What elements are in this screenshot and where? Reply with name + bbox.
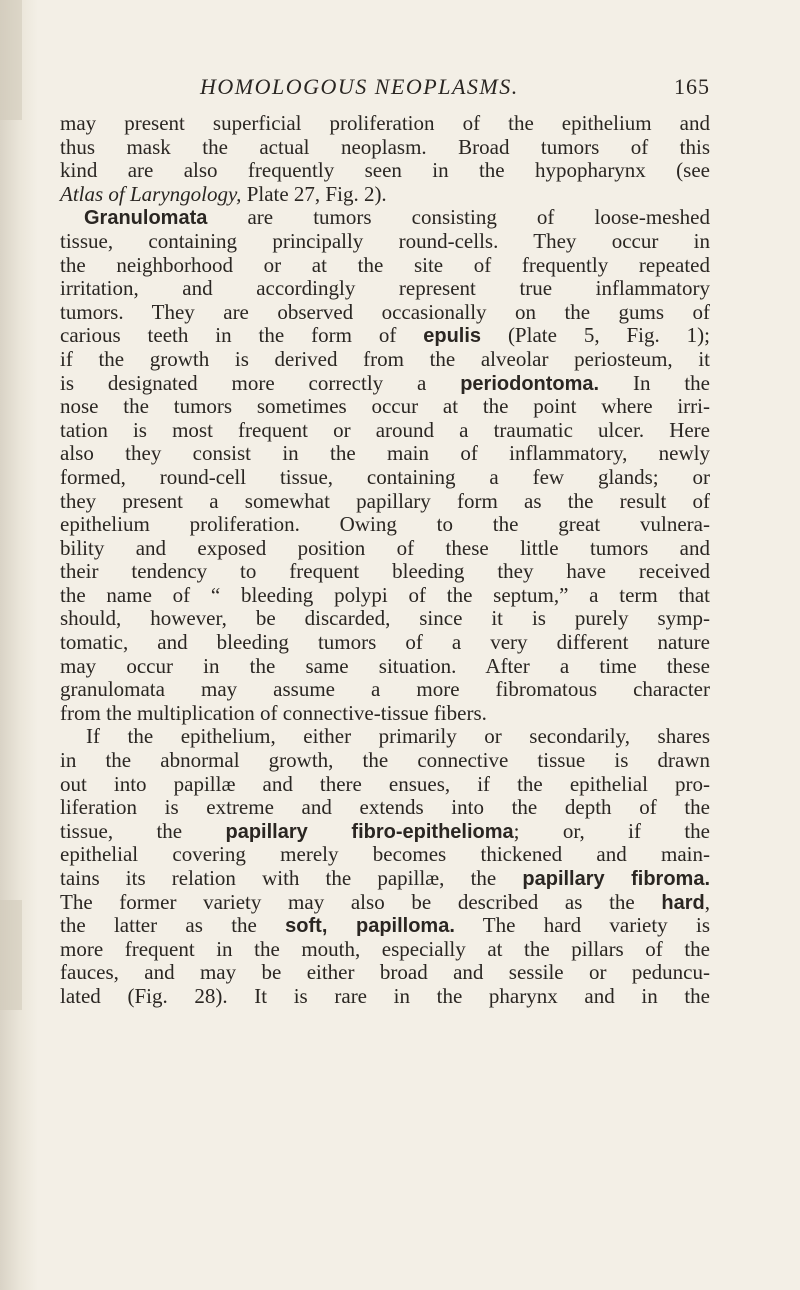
term-granulomata: Granulomata — [84, 207, 208, 230]
binding-shadow — [0, 0, 22, 120]
text-span: tissue, the — [60, 818, 226, 843]
text-line: If the epithelium, either primarily or secondarily, shares — [86, 724, 710, 749]
text-line: their tendency to frequent bleeding they have received — [60, 559, 710, 584]
text-line — [60, 820, 710, 844]
term-papillary-fibroma: papillary fibroma. — [522, 868, 710, 890]
text-span: The hard variety is — [454, 913, 710, 938]
text-line: they present a somewhat papillary form as the result of — [60, 488, 710, 513]
text-span: Plate 27, Fig. 2). — [241, 181, 387, 206]
text-span: tains its relation with the papillæ, the — [60, 866, 523, 890]
term-soft-papilloma: soft, papilloma. — [285, 915, 455, 938]
text-span: carious teeth in the form of — [60, 323, 424, 348]
page-header — [60, 74, 710, 110]
text-line: may present superficial proliferation of the epithelium and — [60, 111, 710, 135]
text-line: liferation is extreme and extends into the depth of the — [60, 795, 710, 820]
text-line: tissue, containing principally round-cells. They occur in — [60, 228, 710, 253]
text-span: , — [704, 889, 710, 914]
text-line: nose the tumors sometimes occur at the point where irri- — [60, 394, 710, 419]
text-line: tation is most frequent or around a traumatic ulcer. Here — [60, 417, 710, 442]
text-line — [60, 867, 710, 891]
text-span: ; or, if the — [513, 818, 710, 843]
text-line: fauces, and may be either broad and sessile or peduncu- — [60, 960, 710, 985]
term-hard: hard — [661, 891, 705, 914]
text-line: also they consist in the main of inflammatory, newly — [60, 441, 710, 466]
page-binding-gutter — [0, 0, 38, 1290]
text-line — [60, 891, 710, 915]
text-span: is designated more correctly a — [60, 370, 461, 395]
running-title: HOMOLOGOUS NEOPLASMS. — [200, 74, 519, 99]
text-line: the neighborhood or at the site of frequently repeated — [60, 252, 710, 277]
text-span: In the — [599, 370, 710, 395]
text-line: more frequent in the mouth, especially at the pillars of the — [60, 936, 710, 961]
body-text — [60, 112, 710, 1009]
text-line: out into papillæ and there ensues, if the epithelial pro- — [60, 771, 710, 796]
binding-shadow — [0, 900, 22, 1010]
text-span: (Plate 5, Fig. 1); — [481, 323, 710, 348]
text-span: The former variety may also be described as the — [60, 889, 662, 914]
text-line — [60, 324, 710, 348]
text-line: bility and exposed position of these little tumors and — [60, 535, 710, 560]
text-line: thus mask the actual neoplasm. Broad tumors of this — [60, 134, 710, 159]
text-line: from the multiplication of connective-tissue fibers. — [60, 700, 487, 725]
text-line — [60, 914, 710, 938]
text-line — [60, 183, 710, 207]
text-line: in the abnormal growth, the connective tissue is drawn — [60, 748, 710, 773]
text-line: should, however, be discarded, since it is purely symp- — [60, 606, 710, 631]
text-span: are tumors consisting of loose-meshed — [207, 205, 710, 230]
citation-italic: Atlas of Laryngology, — [60, 181, 242, 206]
text-line: tomatic, and bleeding tumors of a very different nature — [60, 630, 710, 655]
text-line: epithelial covering merely becomes thickened and main- — [60, 842, 710, 867]
text-line: epithelium proliferation. Owing to the great vulnera- — [60, 512, 710, 537]
term-epulis: epulis — [423, 325, 482, 348]
text-line: kind are also frequently seen in the hypopharynx (see — [60, 158, 710, 183]
text-line — [60, 206, 710, 230]
text-line: the name of “ bleeding polypi of the septum,” a term that — [60, 582, 710, 607]
text-line: may occur in the same situation. After a time these — [60, 653, 710, 678]
term-papillary-fibro-epithelioma: papillary fibro-epithelioma — [225, 820, 514, 843]
text-span: the latter as the — [60, 913, 286, 938]
text-line — [60, 372, 710, 396]
text-line: granulomata may assume a more fibromatous character — [60, 677, 710, 702]
text-line: lated (Fig. 28). It is rare in the pharynx and in the — [60, 983, 710, 1008]
text-line: irritation, and accordingly represent true inflammatory — [60, 276, 710, 301]
page-number: 165 — [674, 74, 710, 99]
text-line: formed, round-cell tissue, containing a few glands; or — [60, 464, 710, 489]
text-line: tumors. They are observed occasionally on the gums of — [60, 299, 710, 324]
text-line: if the growth is derived from the alveolar periosteum, it — [60, 346, 710, 371]
term-periodontoma: periodontoma. — [460, 372, 600, 395]
